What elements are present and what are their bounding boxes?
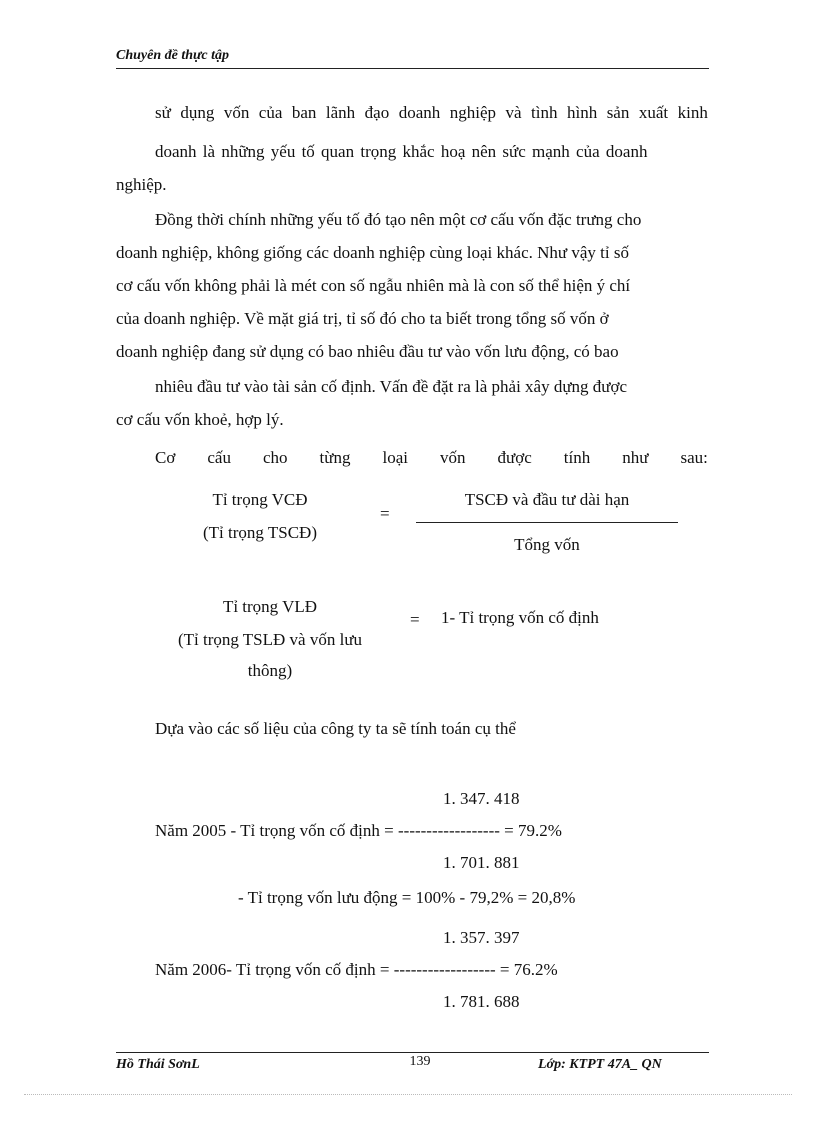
formula1-lhs-line2: (Tỉ trọng TSCĐ) — [203, 523, 317, 542]
p1-word: và — [505, 103, 522, 122]
p1-word: kinh — [677, 103, 708, 122]
formula2-lhs-line2: (Tỉ trọng TSLĐ và vốn lưu — [177, 630, 363, 649]
formula1-equals: = — [380, 504, 390, 523]
formula1-lhs-line1: Tỉ trọng VCĐ — [212, 490, 308, 509]
formula1-fraction-bar — [416, 522, 678, 523]
p2-line-5: doanh nghiệp đang sử dụng có bao nhiêu đầu tư vào vốn lưu động, có bao — [116, 342, 619, 361]
formula1-denominator: Tổng vốn — [514, 535, 580, 554]
calc2005-numerator: 1. 347. 418 — [443, 789, 520, 808]
p1-word: sản — [606, 103, 630, 122]
p3-word: được — [497, 448, 532, 467]
formula1-numerator: TSCĐ và đầu tư dài hạn — [464, 490, 630, 509]
p3-word: như — [622, 448, 649, 467]
calc2005-vld-line: - Tỉ trọng vốn lưu động = 100% - 79,2% = 20,8% — [238, 888, 576, 907]
footer-author: Hồ Thái SơnL — [116, 1057, 200, 1072]
header-title: Chuyên đề thực tập — [116, 48, 230, 63]
p3-word: Cơ — [155, 448, 176, 467]
page-number: 139 — [409, 1054, 431, 1069]
formula2-equals: = — [410, 610, 420, 629]
p3-word: từng — [319, 448, 351, 467]
p3-word: loại — [382, 448, 408, 467]
calc2005-denominator: 1. 701. 881 — [443, 853, 520, 872]
formula2-lhs-line1: Tỉ trọng VLĐ — [222, 597, 318, 616]
p1-line-2: doanh là những yếu tố quan trọng khắc hoạ nên sức mạnh của doanh — [155, 142, 648, 161]
p1-word: nghiệp — [449, 103, 497, 122]
p1-word: sử — [155, 103, 171, 122]
p2-line-4: của doanh nghiệp. Về mặt giá trị, tỉ số đó cho ta biết trong tổng số vốn ở — [116, 309, 609, 328]
p2-line-1: Đồng thời chính những yếu tố đó tạo nên một cơ cấu vốn đặc trưng cho — [155, 210, 642, 229]
header-rule — [116, 68, 709, 69]
p3-word: vốn — [440, 448, 466, 467]
p1-word: hình — [566, 103, 598, 122]
p1-word: xuất — [638, 103, 669, 122]
p1-word: của — [258, 103, 283, 122]
calc-intro: Dựa vào các số liệu của công ty ta sẽ tính toán cụ thể — [155, 719, 516, 738]
calc2006-numerator: 1. 357. 397 — [443, 928, 520, 947]
p1-word: ban — [291, 103, 317, 122]
p3-word: cấu — [207, 448, 231, 467]
footer-rule — [116, 1052, 709, 1053]
formula2-lhs-line3: thông) — [247, 661, 293, 680]
p3-line — [155, 448, 708, 468]
p3-word: sau: — [680, 448, 708, 467]
p1-word: tình — [531, 103, 558, 122]
calc2006-denominator: 1. 781. 688 — [443, 992, 520, 1011]
p1-word: lãnh — [325, 103, 356, 122]
p1-line-3: nghiệp. — [116, 175, 167, 194]
p3-word: tính — [563, 448, 591, 467]
p1-word: đạo — [364, 103, 390, 122]
calc2006-line: Năm 2006- Tỉ trọng vốn cố định = ------------------ = 76.2% — [155, 960, 558, 979]
p1-line-1 — [155, 103, 708, 123]
footer-class: Lớp: KTPT 47A_ QN — [538, 1057, 662, 1072]
p1-word: dụng — [180, 103, 215, 122]
formula2-rhs: 1- Tỉ trọng vốn cố định — [441, 608, 599, 627]
p2-line-7: cơ cấu vốn khoẻ, hợp lý. — [116, 410, 284, 429]
page-bottom-dotted-border — [24, 1094, 792, 1095]
p2-line-2: doanh nghiệp, không giống các doanh nghiệp cùng loại khác. Như vậy tỉ số — [116, 243, 629, 262]
calc2005-line: Năm 2005 - Tỉ trọng vốn cố định = ------------------ = 79.2% — [155, 821, 562, 840]
p3-word: cho — [262, 448, 288, 467]
p1-word: doanh — [398, 103, 441, 122]
p2-line-3: cơ cấu vốn không phải là mét con số ngẫu nhiên mà là con số thể hiện ý chí — [116, 276, 631, 295]
p2-line-6: nhiêu đầu tư vào tài sản cố định. Vấn đề đặt ra là phải xây dựng được — [155, 377, 628, 396]
p1-word: vốn — [223, 103, 250, 122]
